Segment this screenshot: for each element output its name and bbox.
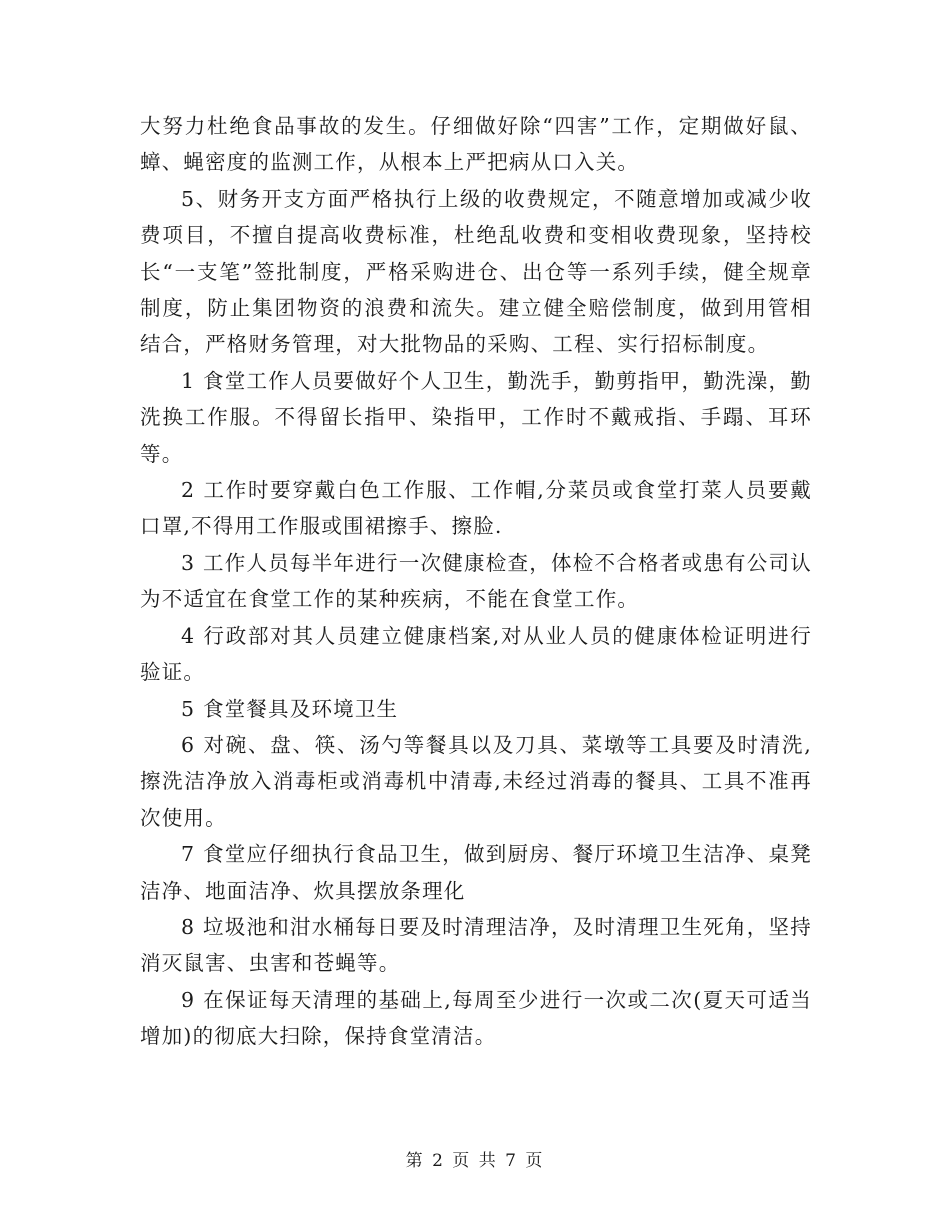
paragraph-item-1: 1 食堂工作人员要做好个人卫生，勤洗手，勤剪指甲，勤洗澡，勤洗换工作服。不得留长指甲、染指甲，工作时不戴戒指、手蹋、耳环等。 — [140, 368, 812, 466]
paragraph-item-6: 6 对碗、盘、筷、汤勺等餐具以及刀具、菜墩等工具要及时清洗,擦洗洁净放入消毒柜或消毒机中清毒,未经过消毒的餐具、工具不准再次使用。 — [140, 732, 812, 830]
paragraph-continuation: 大努力杜绝食品事故的发生。仔细做好除“四害”工作，定期做好鼠、蟑、蝇密度的监测工作，从根本上严把病从口入关。 — [140, 114, 812, 175]
paragraph-item-5: 5 食堂餐具及环境卫生 — [181, 696, 399, 721]
paragraph-item-3: 3 工作人员每半年进行一次健康检查，体检不合格者或患有公司认为不适宜在食堂工作的某种疾病，不能在食堂工作。 — [140, 550, 812, 612]
paragraph-item-9: 9 在保证每天清理的基础上,每周至少进行一次或二次(夏天可适当增加)的彻底大扫除，保持食堂清洁。 — [140, 987, 812, 1049]
paragraph-finance: 5、财务开支方面严格执行上级的收费规定，不随意增加或减少收费项目，不擅自提高收费标准，杜绝乱收费和变相收费现象，坚持校长“一支笔”签批制度，严格采购进仓、出仓等一系列手续，健全规章制度，防止集团物资的浪费和流失。建立健全赔偿制度，做到用管相结合，严格财务管理，对大批物品的采购、工程、实行招标制度。 — [140, 186, 812, 357]
page-number-footer: 第 2 页 共 7 页 — [405, 1151, 545, 1171]
paragraph-item-7: 7 食堂应仔细执行食品卫生，做到厨房、餐厅环境卫生洁净、桌凳洁净、地面洁净、炊具摆放条理化 — [140, 842, 812, 903]
paragraph-item-4: 4 行政部对其人员建立健康档案,对从业人员的健康体检证明进行验证。 — [140, 623, 812, 685]
paragraph-item-8: 8 垃圾池和泔水桶每日要及时清理洁净，及时清理卫生死角，坚持消灭鼠害、虫害和苍蝇等。 — [140, 914, 812, 976]
document-body — [140, 108, 812, 1055]
paragraph-item-2: 2 工作时要穿戴白色工作服、工作帽,分菜员或食堂打菜人员要戴口罩,不得用工作服或围裙擦手、擦脸. — [140, 478, 812, 539]
